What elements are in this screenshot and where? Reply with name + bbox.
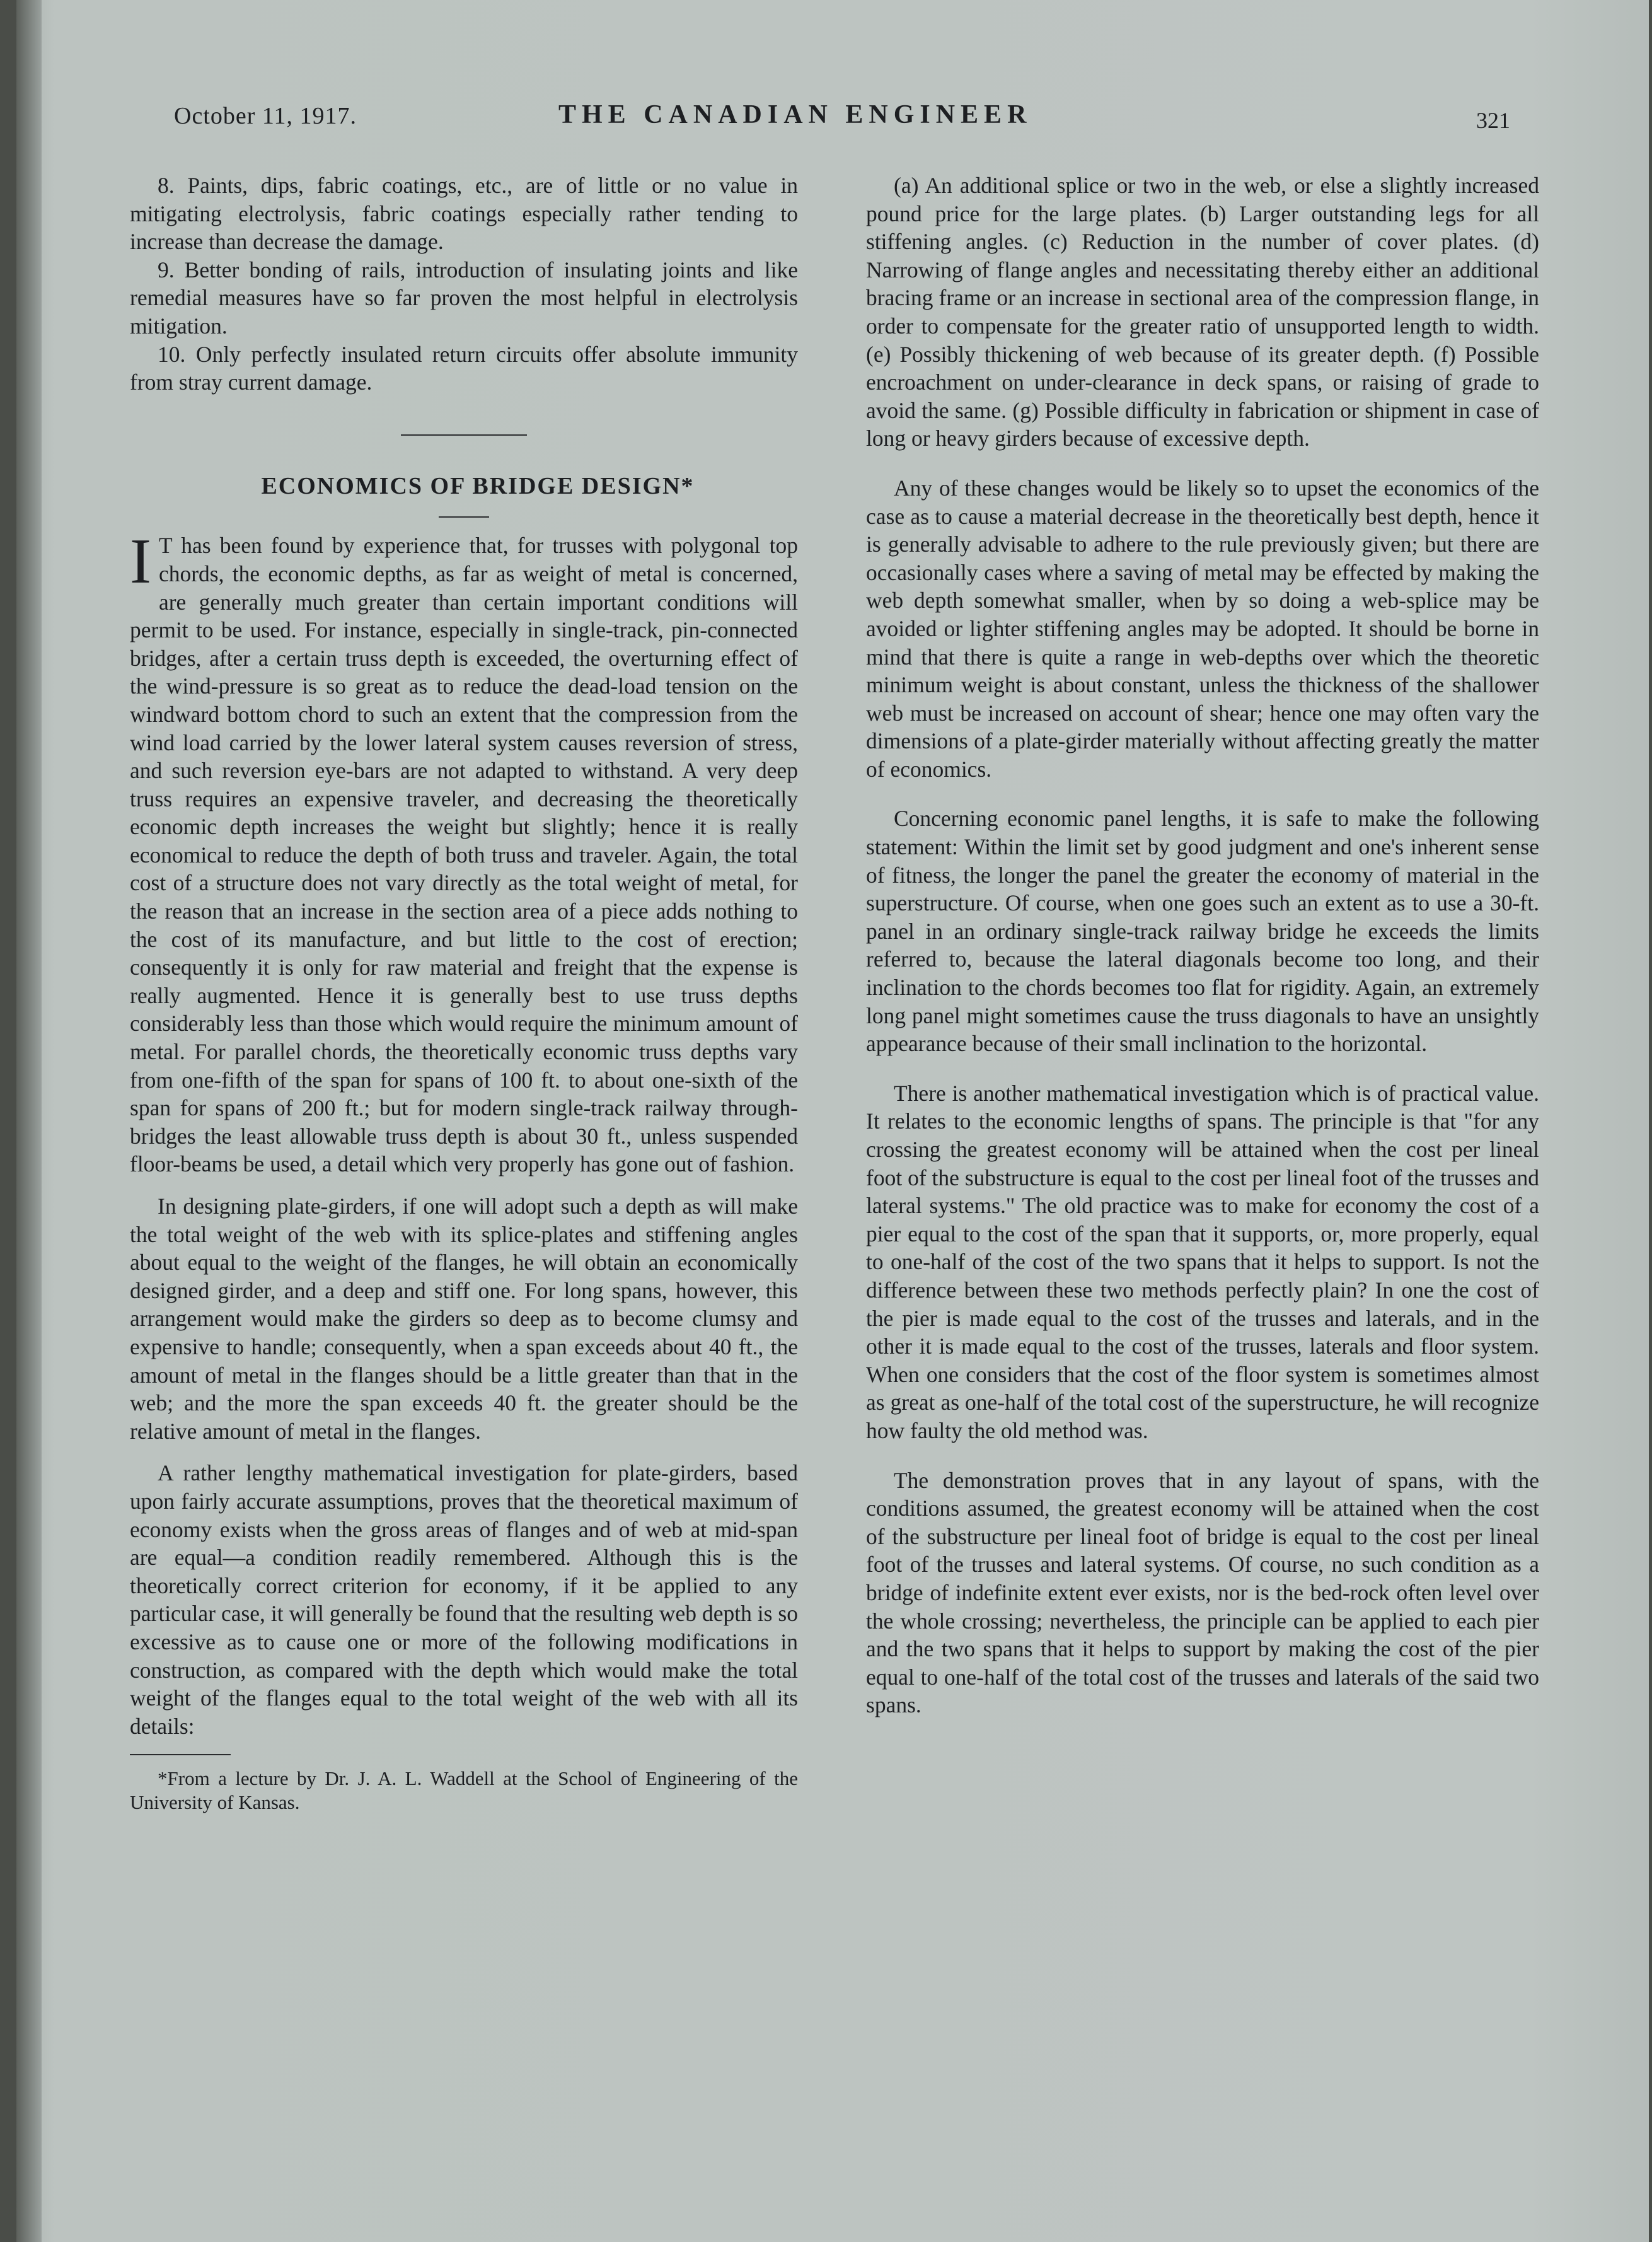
- right-column: [866, 171, 1539, 1719]
- journal-title: THE CANADIAN ENGINEER: [558, 100, 1032, 129]
- left-column: [130, 171, 798, 1815]
- running-header: [155, 95, 1516, 139]
- paragraph: [130, 526, 798, 1178]
- journal-page: [16, 0, 1649, 2242]
- page-number: 321: [1476, 108, 1510, 133]
- header-date: October 11, 1917.: [174, 103, 357, 129]
- binding-shadow: [16, 0, 42, 2242]
- paragraph: 10. Only perfectly insulated return circuits offer absolute immunity from stray current damage.: [130, 341, 798, 395]
- drop-cap: I: [130, 526, 151, 598]
- footnote-rule: [130, 1754, 231, 1755]
- paragraph: 9. Better bonding of rails, introduction of insulating joints and like remedial measures have so far proven the most helpful in electrolysis mitigation.: [130, 257, 798, 339]
- paragraph: Any of these changes would be likely so to upset the economics of the case as to cause a material decrease in the theoretically best depth, hence it is generally advisable to adhere to the rule previously given; but there are occasionally cases where a saving of metal may be effected by making the web depth somewhat smaller, when by so doing a web-splice may be avoided or lighter stiffening angles may be adopted. It should be borne in mind that there is quite a range in web-depths over which the theoretic minimum weight is about constant, unless the thickness of the shallower web must be increased on account of shear; hence one may often vary the dimensions of a plate-girder materially without affecting greatly the matter of economics.: [866, 475, 1539, 782]
- paragraph: In designing plate-girders, if one will adopt such a depth as will make the total weight of the web with its splice-plates and stiffening angles about equal to the weight of the flanges, he will obtain an economically designed girder, and a deep and stiff one. For long spans, however, this arrangement would make the girders so deep as to become clumsy and expensive to handle; consequently, when a span exceeds about 40 ft., the amount of metal in the flanges should be a little greater than that in the web; and the more the span exceeds 40 ft. the greater should be the relative amount of metal in the flanges.: [130, 1194, 798, 1444]
- paragraph-text: T has been found by experience that, for trusses with polygonal top chords, the economic depths, as far as weight of metal is concerned, are generally much greater than certain important conditions will permit to be used. For instance, especially in single-track, pin-connected bridges, after a certain truss depth is exceeded, the overturning effect of the wind-pressure is so great as to reduce the dead-load tension on the windward bottom chord to such an extent that the compression from the wind load carried by the lower lateral system causes reversion of stress, and such reversion eye-bars are not adapted to withstand. A very deep truss requires an expensive traveler, and decreasing the theoretically economic depth increases the weight but slightly; hence it is really economical to reduce the depth of both truss and traveler. Again, the total cost of a structure does not vary directly as the total weight of metal, for the reason that an increase in the section area of a piece adds nothing to the cost of its manufacture, and but little to the cost of erection; consequently it is only for raw material and freight that the expense is really augmented. Hence it is generally best to use truss depths considerably less than those which would require the minimum amount of metal. For parallel chords, the theoretically economic truss depths vary from one-fifth of the span for spans of 100 ft. to about one-sixth of the span for spans of 200 ft.; but for modern single-track railway through-bridges the least allowable truss depth is about 30 ft., unless suspended floor-beams be used, a detail which very properly has gone out of fashion.: [130, 533, 798, 1177]
- paragraph: The demonstration proves that in any layout of spans, with the conditions assumed, the greatest economy will be attained when the cost of the substructure per lineal foot of bridge is equal to the cost per lineal foot of the trusses and lateral systems. Of course, no such condition as a bridge of indefinite extent ever exists, nor is the bed-rock often level over the whole crossing; nevertheless, the principle can be applied to each pier and the two spans that it helps to support by making the cost of the pier equal to one-half of the total cost of the trusses and laterals of the said two spans.: [866, 1467, 1539, 1718]
- paragraph: There is another mathematical investigation which is of practical value. It relates to the economic lengths of spans. The principle is that "for any crossing the greatest economy will be attained when the cost per lineal foot of the substructure is equal to the cost per lineal foot of the trusses and lateral systems." The old practice was to make for economy the cost of a pier equal to the cost of the span that it supports, or, more properly, equal to one-half of the cost of the two spans that it helps to support. Is not the difference between these two methods perfectly plain? In one the cost of the pier is made equal to the cost of the trusses and laterals, and in the other it is made equal to the cost of the trusses, laterals and floor system. When one considers that the cost of the floor system is sometimes almost as great as one-half of the total cost of the superstructure, he will recognize how faulty the old method was.: [866, 1080, 1539, 1443]
- paragraph: (a) An additional splice or two in the web, or else a slightly increased pound price for the large plates. (b) Larger outstanding legs for all stiffening angles. (c) Reduction in the number of cover plates. (d) Narrowing of flange angles and necessitating thereby either an additional bracing frame or an increase in sectional area of the compression flange, in order to compensate for the greater ratio of unsupported length to width. (e) Possibly thickening of web because of its greater depth. (f) Possible encroachment on under-clearance in deck spans, or raising of grade to avoid the same. (g) Possible difficulty in fabrication or shipment in case of long or heavy girders because of excessive depth.: [866, 173, 1539, 451]
- paragraph: A rather lengthy mathematical investigation for plate-girders, based upon fairly accurate assumptions, proves that the theoretical maximum of economy exists when the gross areas of flanges and of web at mid-span are equal—a condition readily remembered. Although this is the theoretically correct criterion for economy, if it be applied to any particular case, it will generally be found that the resulting web depth is so excessive as to cause one or more of the following modifications in construction, as compared with the depth which would make the total weight of the flanges equal to the total weight of the web with all its details:: [130, 1460, 798, 1739]
- section-divider: [401, 434, 527, 436]
- footnote: *From a lecture by Dr. J. A. L. Waddell at the School of Engineering of the University of Kansas.: [130, 1767, 798, 1814]
- paragraph: Concerning economic panel lengths, it is safe to make the following statement: Within the limit set by good judgment and one's inherent sense of fitness, the longer the panel the greater the economy of material in the superstructure. Of course, when one goes such an extent as to use a 30-ft. panel in an ordinary single-track railway bridge he exceeds the limits referred to, because the lateral diagonals become too long, and their inclination to the chords becomes too flat for rigidity. Again, an extremely long panel might sometimes cause the truss diagonals to have an unsightly appearance because of their small inclination to the horizontal.: [866, 806, 1539, 1057]
- article-title: ECONOMICS OF BRIDGE DESIGN*: [261, 472, 695, 499]
- title-rule: [439, 516, 489, 518]
- paragraph: 8. Paints, dips, fabric coatings, etc., are of little or no value in mitigating electrolysis, fabric coatings especially rather tending to increase than decrease the damage.: [130, 173, 798, 255]
